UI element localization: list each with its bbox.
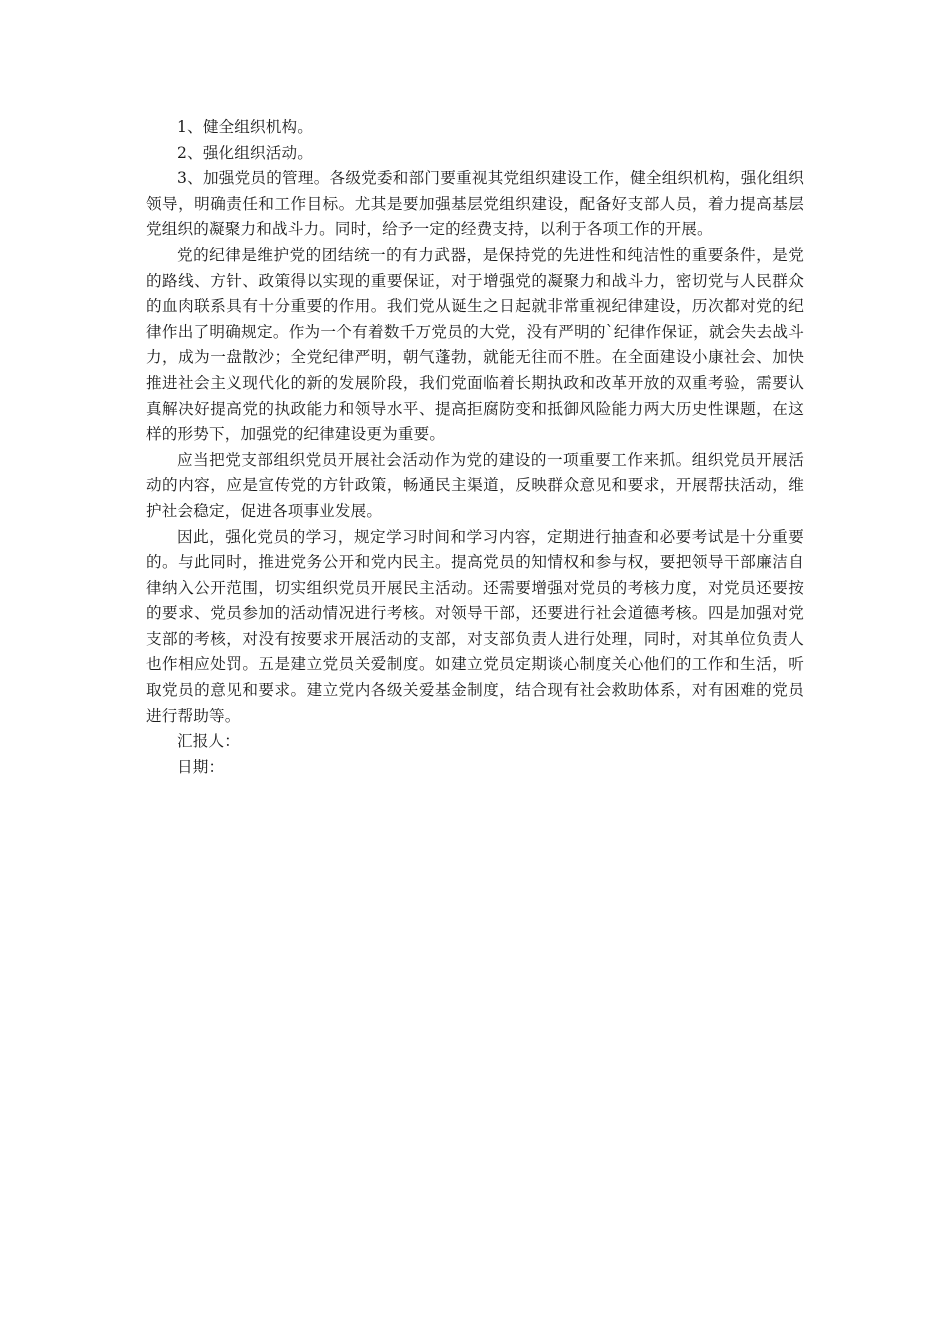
document-body <box>146 115 804 780</box>
study-paragraph: 因此，强化党员的学习，规定学习时间和学习内容，定期进行抽查和必要考试是十分重要的。与此同时，推进党务公开和党内民主。提高党员的知情权和参与权，要把领导干部廉洁自律纳入公开范围，切实组织党员开展民主活动。还需要增强对党员的考核力度，对党员还要按的要求、党员参加的活动情况进行考核。对领导干部，还要进行社会道德考核。四是加强对党支部的考核，对没有按要求开展活动的支部，对支部负责人进行处理，同时，对其单位负责人也作相应处罚。五是建立党员关爱制度。如建立党员定期谈心制度关心他们的工作和生活，听取党员的意见和要求。建立党内各级关爱基金制度，结合现有社会救助体系，对有困难的党员进行帮助等。 <box>146 527 804 725</box>
list-item-3: 3、加强党员的管理。各级党委和部门要重视其党组织建设工作，健全组织机构，强化组织领导，明确责任和工作目标。尤其是要加强基层党组织建设，配备好支部人员，着力提高基层党组织的凝聚力和战斗力。同时，给予一定的经费支持，以利于各项工作的开展。 <box>146 169 804 239</box>
social-activity-paragraph: 应当把党支部组织党员开展社会活动作为党的建设的一项重要工作来抓。组织党员开展活动的内容，应是宣传党的方针政策，畅通民主渠道，反映群众意见和要求，开展帮扶活动，维护社会稳定，促进各项事业发展。 <box>146 450 804 520</box>
list-item-1: 1、健全组织机构。 <box>177 118 314 136</box>
list-item-2: 2、强化组织活动。 <box>177 143 314 162</box>
discipline-paragraph: 党的纪律是维护党的团结统一的有力武器，是保持党的先进性和纯洁性的重要条件，是党的路线、方针、政策得以实现的重要保证，对于增强党的凝聚力和战斗力，密切党与人民群众的血肉联系具有十分重要的作用。我们党从诞生之日起就非常重视纪律建设，历次都对党的纪律作出了明确规定。作为一个有着数千万党员的大党，没有严明的`纪律作保证，就会失去战斗力，成为一盘散沙；全党纪律严明，朝气蓬勃，就能无往而不胜。在全面建设小康社会、加快推进社会主义现代化的新的发展阶段，我们党面临着长期执政和改革开放的双重考验，需要认真解决好提高党的执政能力和领导水平、提高拒腐防变和抵御风险能力两大历史性课题，在这样的形势下，加强党的纪律建设更为重要。 <box>146 245 804 444</box>
reporter-line: 汇报人： <box>177 732 240 751</box>
date-line: 日期： <box>177 757 225 776</box>
